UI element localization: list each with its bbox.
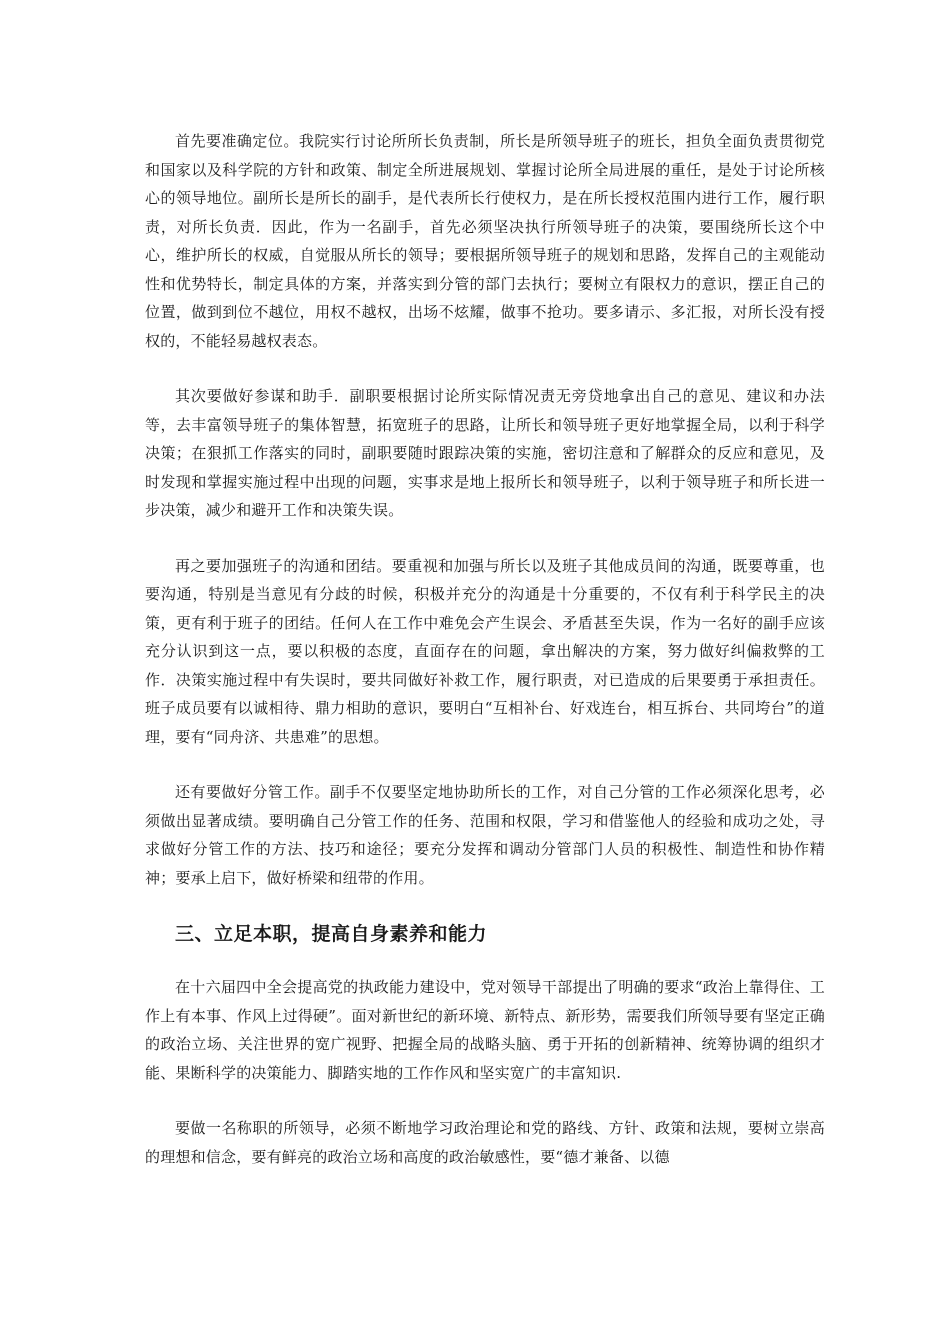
paragraph-managed-work: 还有要做好分管工作。副手不仅要坚定地协助所长的工作，对自己分管的工作必须深化思考，必须做出显著成绩。要明确自己分管工作的任务、范围和权限，学习和借鉴他人的经验和成功之处，寻求做好分管工作的方法、技巧和途径；要充分发挥和调动分管部门人员的积极性、制造性和协作精神；要承上启下，做好桥梁和纽带的作用。 (145, 783, 825, 887)
paragraph-competent-leader: 要做一名称职的所领导，必须不断地学习政治理论和党的路线、方针、政策和法规，要树立崇高的理想和信念，要有鲜亮的政治立场和高度的政治敏感性，要“德才兼备、以德 (145, 1119, 825, 1166)
paragraph-advisor-role: 其次要做好参谋和助手．副职要根据讨论所实际情况责无旁贷地拿出自己的意见、建议和办法等，去丰富领导班子的集体智慧，拓宽班子的思路，让所长和领导班子更好地掌握全局，以利于科学决策；在狠抓工作落实的同时，副职要随时跟踪决策的实施，密切注意和了解群众的反应和意见，及时发现和掌握实施过程中出现的问题，实事求是地上报所长和领导班子，以利于领导班子和所长进一步决策，减少和避开工作和决策失误。 (145, 387, 825, 519)
document-body (145, 127, 825, 1198)
section-heading: 三、立足本职，提高自身素养和能力 (175, 923, 488, 945)
paragraph-positioning: 首先要准确定位。我院实行讨论所所长负责制，所长是所领导班子的班长，担负全面负责贯彻党和国家以及科学院的方针和政策、制定全所进展规划、掌握讨论所全局进展的重任，是处于讨论所核心的领导地位。副所长是所长的副手，是代表所长行使权力，是在所长授权范围内进行工作，履行职责，对所长负责．因此，作为一名副手，首先必须坚决执行所领导班子的决策，要围绕所长这个中心，维护所长的权威，自觉服从所长的领导；要根据所领导班子的规划和思路，发挥自己的主观能动性和优势特长，制定具体的方案，并落实到分管的部门去执行；要树立有限权力的意识，摆正自己的位置，做到到位不越位，用权不越权，出场不炫耀，做事不抢功。要多请示、多汇报，对所长没有授权的，不能轻易越权表态。 (145, 132, 825, 350)
paragraph-communication-unity: 再之要加强班子的沟通和团结。要重视和加强与所长以及班子其他成员间的沟通，既要尊重，也要沟通，特别是当意见有分歧的时候，积极并充分的沟通是十分重要的，不仅有利于科学民主的决策，更有利于班子的团结。任何人在工作中难免会产生误会、矛盾甚至失误，作为一名好的副手应该充分认识到这一点，要以积极的态度，直面存在的问题，拿出解决的方案，努力做好纠偏救弊的工作．决策实施过程中有失误时，要共同做好补救工作，履行职责，对已造成的后果要勇于承担责任。班子成员要有以诚相待、鼎力相助的意识，要明白“互相补台、好戏连台，相互拆台、共同垮台”的道理，要有“同舟济、共患难”的思想。 (145, 556, 825, 746)
paragraph-party-requirements: 在十六届四中全会提高党的执政能力建设中，党对领导干部提出了明确的要求“政治上靠得住、工作上有本事、作风上过得硬”。面对新世纪的新环境、新特点、新形势，需要我们所领导要有坚定正确的政治立场、关注世界的宽广视野、把握全局的战略头脑、勇于开拓的创新精神、统筹协调的组织才能、果断科学的决策能力、脚踏实地的工作作风和坚实宽广的丰富知识. (145, 978, 825, 1082)
